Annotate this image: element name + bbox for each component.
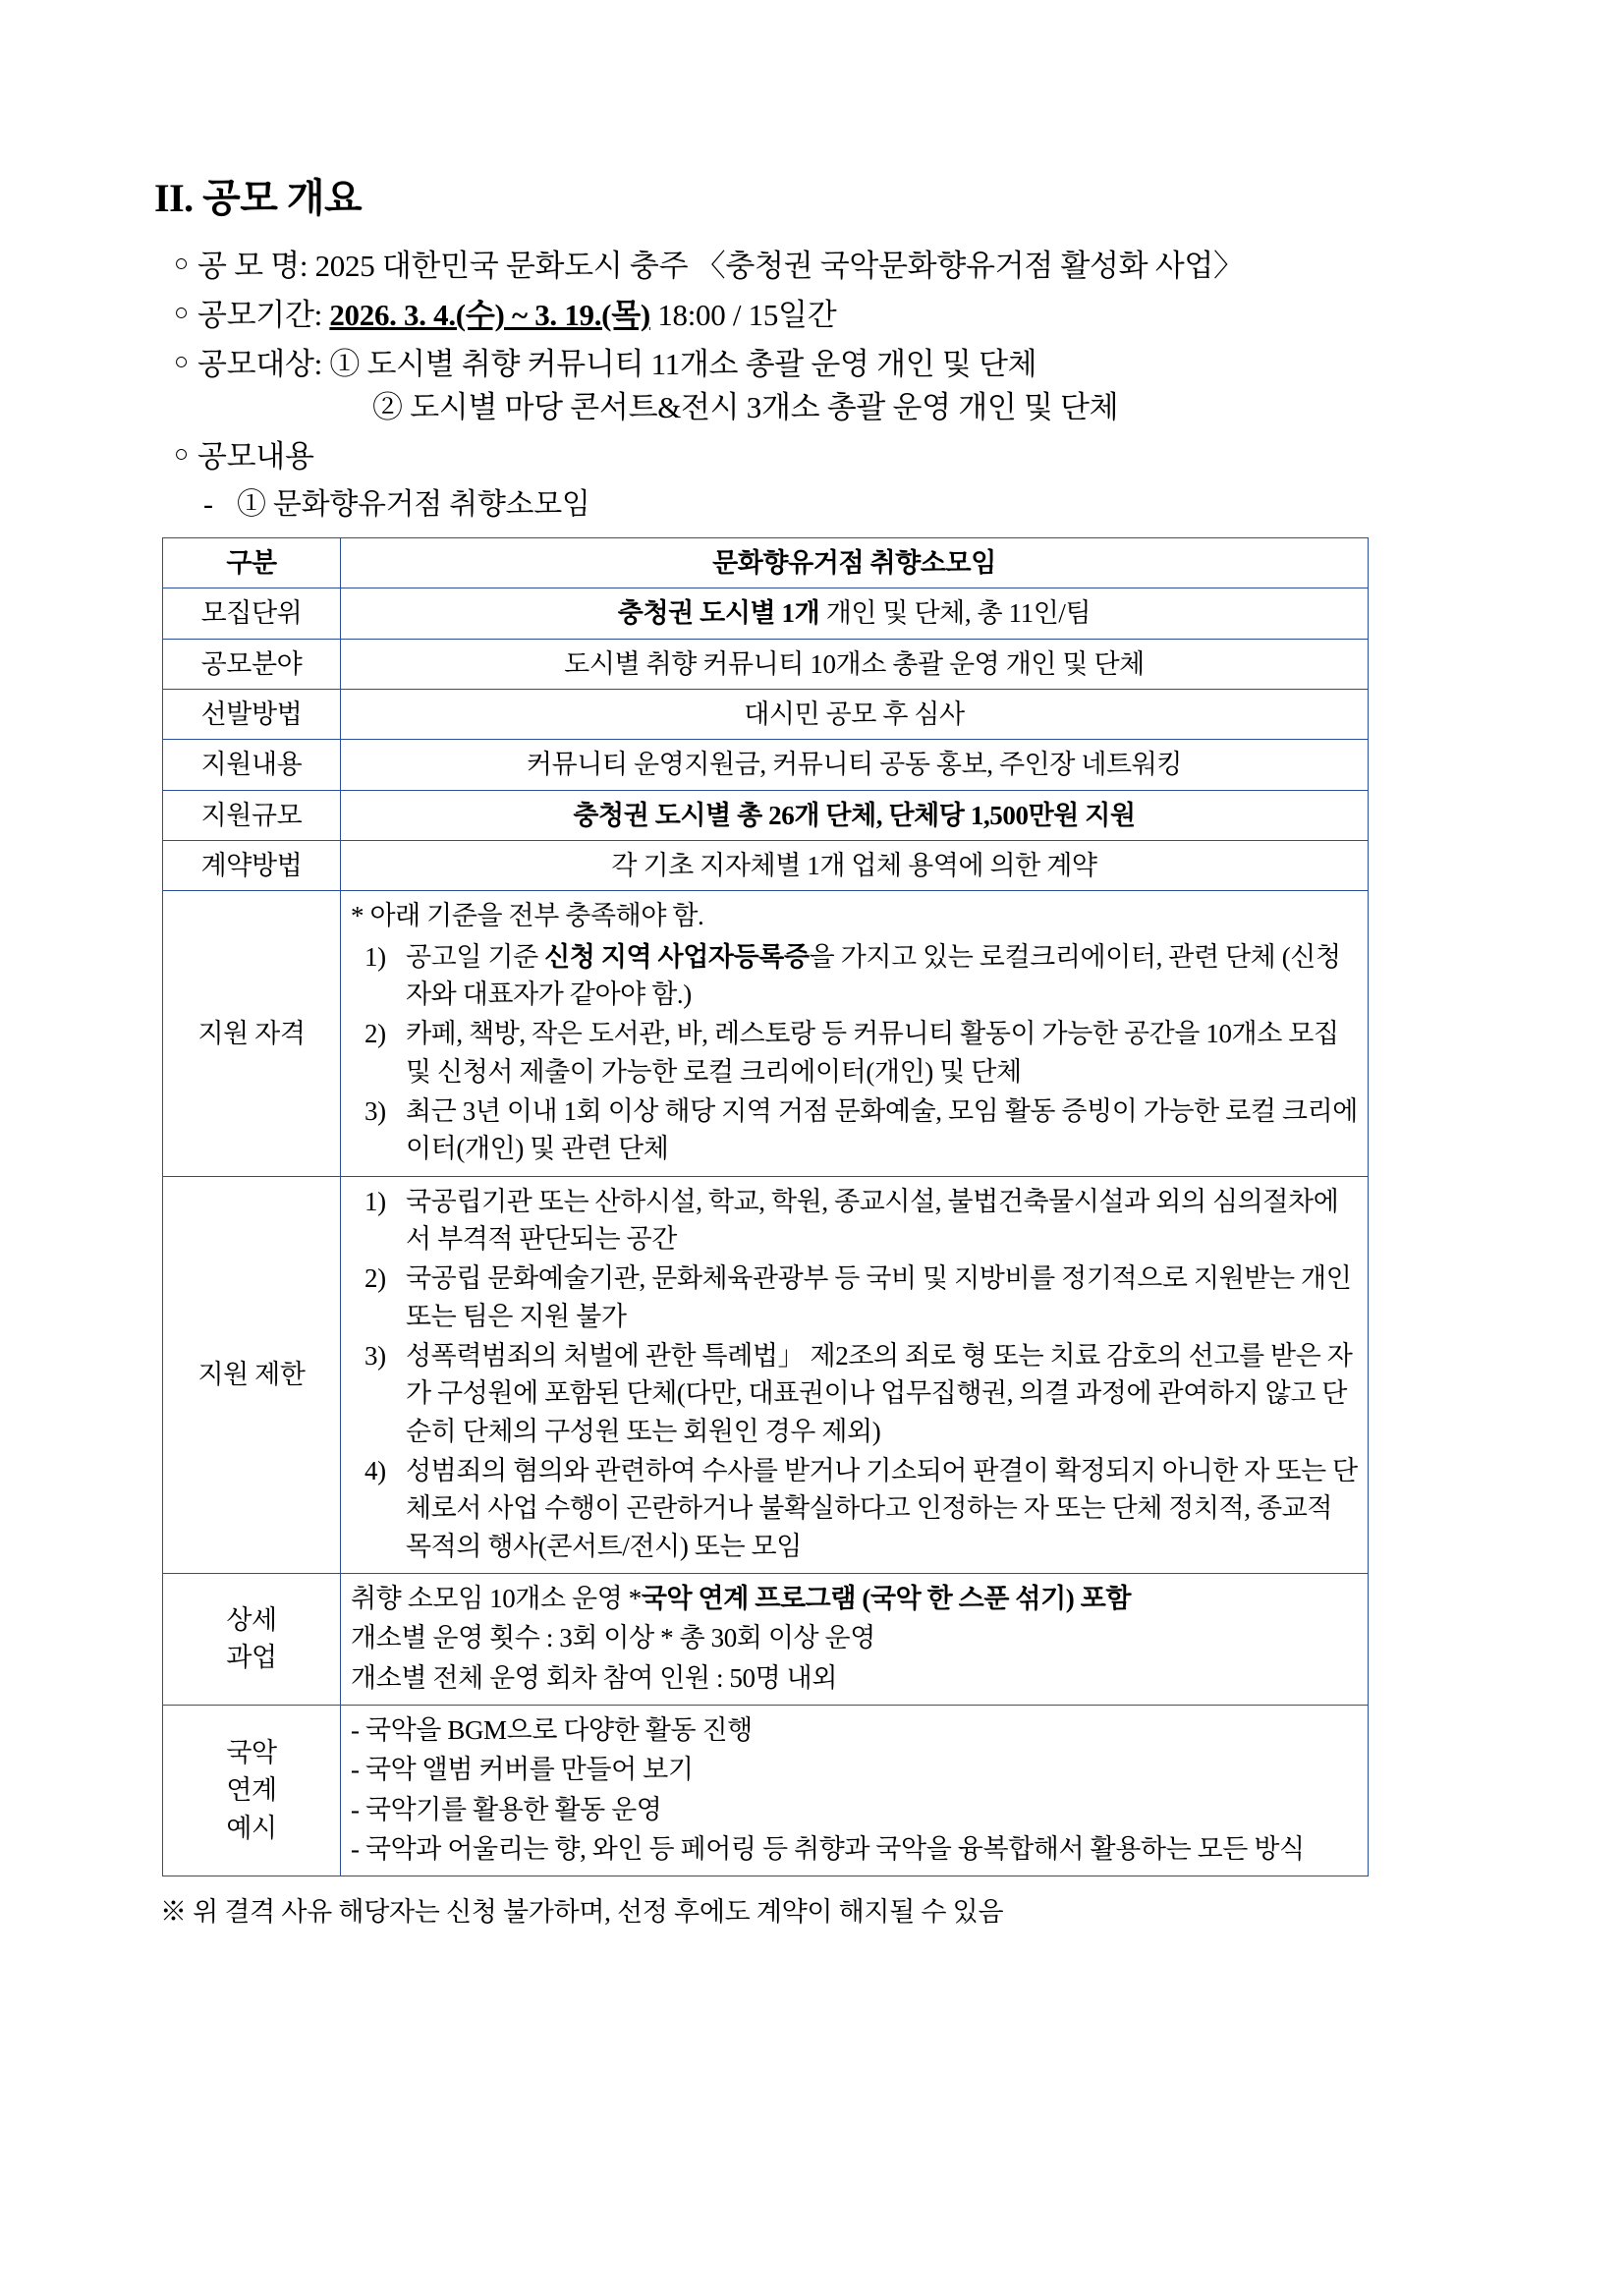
- row-value: 대시민 공모 후 심사: [341, 690, 1369, 740]
- item-text: [406, 1260, 1358, 1335]
- list-item: [351, 938, 1358, 1014]
- circle-bullet-icon: ○: [174, 349, 189, 376]
- footnote: ※ 위 결격 사유 해당자는 신청 불가하며, 선정 후에도 계약이 해지될 수 있음: [160, 1897, 1004, 1928]
- bullet-text: 공 모 명: 2025 대한민국 문화도시 충주 〈충청권 국악문화향유거점 활성화 사업〉: [197, 249, 1244, 283]
- item-line-2: 심의절차에서 부격적 판단되는 공간: [406, 1186, 1339, 1254]
- bullet-text-line2: ② 도시별 마당 콘서트&전시 3개소 총괄 운영 개인 및 단체: [372, 390, 1119, 425]
- period-value: 2026. 3. 4.(수) ~ 3. 19.(목): [329, 298, 650, 333]
- overview-bullets: [152, 245, 1477, 478]
- table-row: [163, 841, 1369, 891]
- table-row: [163, 790, 1369, 840]
- item-line-2: 지원받는 개인 또는 팀은 지원 불가: [406, 1263, 1352, 1331]
- item-text: [406, 1337, 1358, 1450]
- bullet-text-line1: 공모대상: ① 도시별 취향 커뮤니티 11개소 총괄 운영 개인 및 단체: [197, 347, 1037, 382]
- item-line-2: 10개소 모집 및 신청서 제출이 가능한 로컬 크리에이터(개인) 및 단체: [406, 1019, 1339, 1087]
- item-number: 2): [364, 1019, 386, 1049]
- row-value: 각 기초 지자체별 1개 업체 용역에 의한 계약: [341, 841, 1369, 891]
- detail-task-line1: [351, 1580, 1358, 1617]
- table-row-qualification: [163, 891, 1369, 1176]
- row-label: [163, 1573, 341, 1705]
- item-line-1: 성폭력범죄의 처벌에 관한 특례법」 제2조의 죄로 형 또는 치료 감호의: [406, 1340, 1183, 1371]
- detail-task-line1-bold: 국악 연계 프로그램 (국악 한 스푼 섞기) 포함: [641, 1583, 1132, 1613]
- bullet-text: [197, 294, 1477, 337]
- list-item: [351, 1337, 1358, 1450]
- table-row-gugak-examples: [163, 1705, 1369, 1876]
- item-line-2: 또는 단체로서 사업 수행이 곤란하거나 불확실하다고 인정하는 자 또는 단체: [406, 1455, 1358, 1524]
- qualification-note: * 아래 기준을 전부 충족해야 함.: [351, 901, 704, 931]
- example-line: - 국악과 어울리는 향, 와인 등 페어링 등 취향과 국악을 융복합해서 활용하는 모든 방식: [351, 1833, 1305, 1864]
- row-label: 지원 자격: [163, 891, 341, 1176]
- table-row: [163, 690, 1369, 740]
- row-label: 지원내용: [163, 740, 341, 790]
- row-value: 도시별 취향 커뮤니티 10개소 총괄 운영 개인 및 단체: [341, 639, 1369, 689]
- table-header-col1: 구분: [163, 538, 341, 588]
- item-line-1: 성범죄의 혐의와 관련하여 수사를 받거나 기소되어 판결이 확정되지 아니한 자: [406, 1455, 1269, 1485]
- item-number: 3): [364, 1096, 386, 1127]
- row-label: 지원규모: [163, 790, 341, 840]
- bullet-item-target: [152, 343, 1477, 429]
- detail-task-line3: 개소별 전체 운영 회차 참여 인원 : 50명 내외: [351, 1662, 838, 1693]
- dash-bullet-icon: -: [203, 488, 213, 522]
- item-line-1: 최근 3년 이내 1회 이상 해당 지역 거점 문화예술, 모임 활동 증빙이 가능한: [406, 1096, 1219, 1127]
- item-line-2: (신청자와 대표자가 같아야 함.): [406, 941, 1341, 1010]
- item-text: [406, 1015, 1358, 1091]
- row-value: 커뮤니티 운영지원금, 커뮤니티 공동 홍보, 주인장 네트워킹: [341, 740, 1369, 790]
- row-value-bold: 충청권 도시별 1개: [617, 598, 820, 629]
- item-line-1: 공고일 기준 신청 지역 사업자등록증을 가지고 있는 로컬크리에이터, 관련 단체: [406, 941, 1276, 972]
- item-number: 2): [364, 1263, 386, 1294]
- list-item: [351, 1183, 1358, 1259]
- item-text: [406, 938, 1358, 1014]
- row-label-line2: 과업: [226, 1643, 277, 1673]
- detail-task-line2: 개소별 운영 횟수 : 3회 이상 * 총 30회 이상 운영: [351, 1623, 875, 1653]
- item-line-3: 정치적, 종교적 목적의 행사(콘서트/전시) 또는 모임: [406, 1493, 1333, 1561]
- row-label: 선발방법: [163, 690, 341, 740]
- item-number: 1): [364, 1186, 386, 1216]
- row-value: 충청권 도시별 총 26개 단체, 단체당 1,500만원 지원: [341, 790, 1369, 840]
- period-label: 공모기간:: [197, 298, 322, 333]
- row-label-line2: 연계: [226, 1775, 277, 1806]
- circle-bullet-icon: ○: [174, 441, 189, 469]
- table-row-restriction: [163, 1176, 1369, 1573]
- restriction-list: [351, 1183, 1358, 1565]
- item-number: 1): [364, 941, 386, 972]
- row-label: 모집단위: [163, 588, 341, 639]
- bullet-item-name: [152, 245, 1477, 288]
- row-value: [341, 588, 1369, 639]
- restriction-cell: [341, 1176, 1369, 1573]
- item-line-2: 로컬 크리에이터(개인) 및 관련 단체: [406, 1096, 1358, 1164]
- circle-bullet-icon: ○: [174, 251, 189, 277]
- table-row: [163, 588, 1369, 639]
- example-line: - 국악기를 활용한 활동 운영: [351, 1794, 662, 1824]
- table-row-detail-task: [163, 1573, 1369, 1705]
- qualification-list: [351, 938, 1358, 1168]
- circle-bullet-icon: ○: [174, 300, 189, 327]
- subitem-text: ① 문화향유거점 취향소모임: [237, 488, 590, 522]
- list-item: [351, 1452, 1358, 1565]
- item-number: 4): [364, 1455, 386, 1485]
- row-label: 지원 제한: [163, 1176, 341, 1573]
- detail-task-line1-normal: 취향 소모임 10개소 운영 *: [351, 1583, 642, 1613]
- table-header-col2: 문화향유거점 취향소모임: [341, 538, 1369, 588]
- row-value-normal: 개인 및 단체, 총 11인/팀: [825, 598, 1092, 629]
- table-row: [163, 639, 1369, 689]
- item-line-1: 카페, 책방, 작은 도서관, 바, 레스토랑 등 커뮤니티 활동이 가능한 공간을: [406, 1019, 1200, 1049]
- program-table: [162, 537, 1369, 1876]
- item-text: [406, 1092, 1358, 1168]
- row-label-line1: 국악: [226, 1738, 277, 1768]
- row-label-line1: 상세: [226, 1605, 277, 1636]
- bullet-text: 공모내용: [197, 439, 314, 475]
- page-title: II. 공모 개요: [154, 176, 363, 220]
- item-line-2: 선고를 받은 자가 구성원에 포함된 단체(다만, 대표권이나 업무집행권,: [406, 1340, 1353, 1409]
- row-label-line3: 예시: [226, 1813, 277, 1843]
- item-number: 3): [364, 1340, 386, 1371]
- table-header-row: [163, 538, 1369, 588]
- period-rest: 18:00 / 15일간: [657, 298, 837, 333]
- detail-task-cell: [341, 1573, 1369, 1705]
- bullet-item-period: [152, 294, 1477, 337]
- row-label: [163, 1705, 341, 1876]
- bullet-item-content: [152, 435, 1477, 478]
- item-text: [406, 1183, 1358, 1259]
- table-row: [163, 740, 1369, 790]
- item-line-1: 국공립기관 또는 산하시설, 학교, 학원, 종교시설, 불법건축물시설과 외의: [406, 1186, 1206, 1216]
- row-label: 계약방법: [163, 841, 341, 891]
- list-item: [351, 1260, 1358, 1335]
- example-line: - 국악을 BGM으로 다양한 활동 진행: [351, 1714, 753, 1745]
- list-item: [351, 1092, 1358, 1168]
- gugak-examples-cell: [341, 1705, 1369, 1876]
- item-line-1: 국공립 문화예술기관, 문화체육관광부 등 국비 및 지방비를 정기적으로: [406, 1263, 1188, 1294]
- row-label: 공모분야: [163, 639, 341, 689]
- item-text: [406, 1452, 1358, 1565]
- example-line: - 국악 앨범 커버를 만들어 보기: [351, 1755, 694, 1785]
- subitem-row: [203, 484, 1477, 526]
- list-item: [351, 1015, 1358, 1091]
- item-line-3: 의결 과정에 관여하지 않고 단순히 단체의 구성원 또는 회원인 경우 제외): [406, 1378, 1347, 1446]
- qualification-cell: [341, 891, 1369, 1176]
